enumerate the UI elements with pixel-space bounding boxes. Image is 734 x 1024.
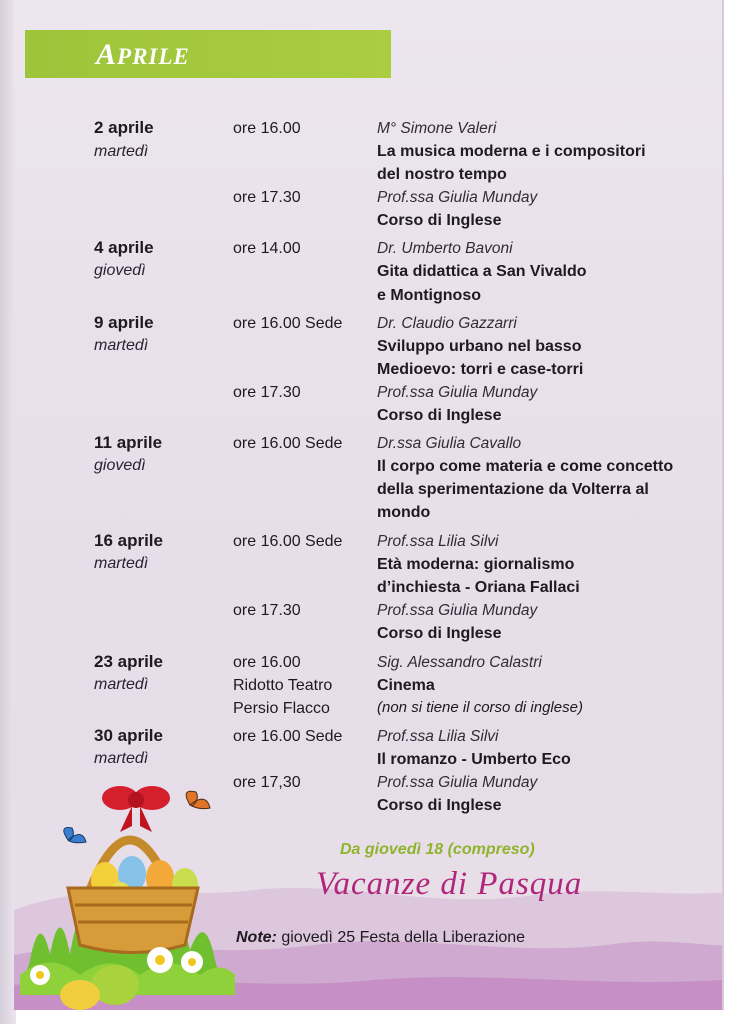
session-time: ore 17.30: [233, 189, 301, 206]
session-speaker: Prof.ssa Lilia Silvi: [377, 533, 499, 550]
session-speaker: M° Simone Valeri: [377, 120, 497, 137]
session-topic: d’inchiesta - Oriana Fallaci: [377, 579, 580, 596]
session-time: ore 16.00: [233, 120, 301, 137]
basket-icon: [68, 888, 198, 953]
session-topic: del nostro tempo: [377, 166, 507, 183]
session-time: ore 16.00 Sede: [233, 435, 343, 452]
session-time: ore 16.00 Sede: [233, 533, 343, 550]
session-speaker: Prof.ssa Lilia Silvi: [377, 728, 499, 745]
entry-date: 2 aprile: [94, 118, 154, 137]
session-time: ore 16.00 Sede: [233, 315, 343, 332]
session-topic: Età moderna: giornalismo: [377, 556, 575, 573]
session-venue: Persio Flacco: [233, 700, 330, 717]
session-topic: Corso di Inglese: [377, 625, 502, 642]
easter-basket-illustration: [20, 770, 240, 1010]
entry-date: 30 aprile: [94, 726, 163, 745]
butterfly-icon: [186, 791, 210, 808]
holiday-dates: Da giovedì 18 (compreso): [340, 841, 535, 858]
session-topic: Corso di Inglese: [377, 407, 502, 424]
entry-day: martedì: [94, 555, 149, 572]
session-speaker: Prof.ssa Giulia Munday: [377, 384, 538, 401]
session-topic: mondo: [377, 504, 431, 521]
entry-day: giovedì: [94, 457, 146, 474]
session-topic: Medioevo: torri e case-torri: [377, 361, 584, 378]
session-time: ore 14.00: [233, 240, 301, 257]
session-topic: Corso di Inglese: [377, 212, 502, 229]
footer-note: [236, 929, 525, 947]
note-label: Note:: [236, 929, 277, 946]
entry-date: 23 aprile: [94, 652, 163, 671]
entry-date: 9 aprile: [94, 313, 154, 332]
session-speaker: Dr. Claudio Gazzarri: [377, 315, 517, 332]
session-topic: Gita didattica a San Vivaldo: [377, 263, 587, 280]
session-speaker: Prof.ssa Giulia Munday: [377, 602, 538, 619]
entry-date: 16 aprile: [94, 531, 163, 550]
session-topic: Il corpo come materia e come concetto: [377, 458, 674, 475]
bow-icon: [102, 786, 170, 832]
session-time: ore 16.00 Sede: [233, 728, 343, 745]
session-time: ore 17.30: [233, 384, 301, 401]
session-speaker: Dr.ssa Giulia Cavallo: [377, 435, 522, 452]
session-topic: e Montignoso: [377, 287, 481, 304]
session-time: ore 17.30: [233, 602, 301, 619]
session-topic: La musica moderna e i compositori: [377, 143, 646, 160]
entry-date: 4 aprile: [94, 238, 154, 257]
entry-day: martedì: [94, 750, 149, 767]
session-venue: Ridotto Teatro: [233, 677, 333, 694]
session-time: ore 17,30: [233, 774, 301, 791]
session-topic: Cinema: [377, 677, 435, 694]
entry-day: giovedì: [94, 262, 146, 279]
entry-day: martedì: [94, 676, 149, 693]
butterfly-icon: [64, 828, 86, 843]
session-time: ore 16.00: [233, 654, 301, 671]
session-topic: Sviluppo urbano nel basso: [377, 338, 582, 355]
entry-day: martedì: [94, 143, 149, 160]
holiday-title: Vacanze di Pasqua: [316, 866, 583, 902]
session-topic: Il romanzo - Umberto Eco: [377, 751, 571, 768]
session-speaker: Sig. Alessandro Calastri: [377, 654, 542, 671]
session-speaker: Prof.ssa Giulia Munday: [377, 189, 538, 206]
session-note: (non si tiene il corso di inglese): [377, 699, 583, 716]
entry-date: 11 aprile: [94, 433, 163, 452]
entry-day: martedì: [94, 337, 149, 354]
note-text: giovedì 25 Festa della Liberazione: [281, 929, 526, 946]
header-band: [25, 30, 391, 78]
session-topic: della sperimentazione da Volterra al: [377, 481, 649, 498]
session-topic: Corso di Inglese: [377, 797, 502, 814]
month-title: APRILE: [96, 38, 190, 71]
session-speaker: Prof.ssa Giulia Munday: [377, 774, 538, 791]
session-speaker: Dr. Umberto Bavoni: [377, 240, 513, 257]
